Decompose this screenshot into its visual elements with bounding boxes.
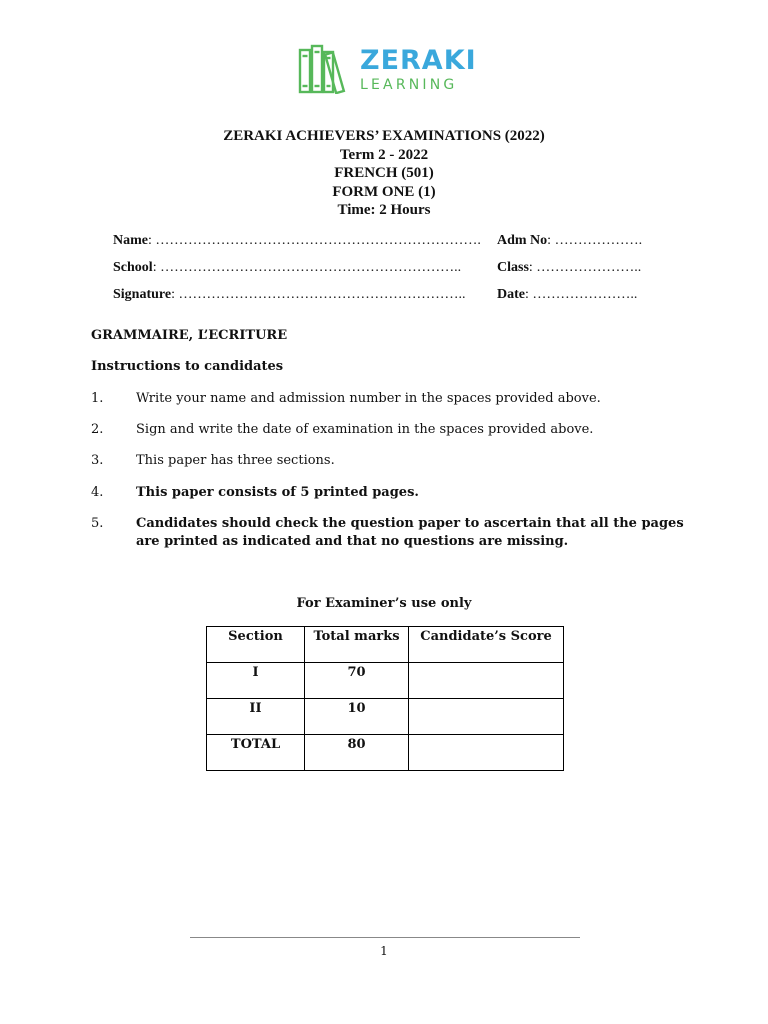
instruction-item [91,452,691,470]
signature-field[interactable]: …………………………………………………….. [178,287,466,302]
instruction-item [91,390,691,408]
column-header-candidate-score: Candidate’s Score [409,627,564,663]
column-header-total-marks: Total marks [305,627,409,663]
adm-label: Adm No [497,233,548,248]
logo-wordmark: ZERAKI [360,44,477,76]
date-label: Date [497,287,525,302]
examiner-score-table [206,626,564,771]
instructions-title: Instructions to candidates [91,359,284,374]
total-marks-cell: 10 [305,699,409,735]
signature-label: Signature [113,287,172,302]
class-label: Class [497,260,529,275]
exam-title: ZERAKI ACHIEVERS’ EXAMINATIONS (2022) [223,128,545,144]
footer-divider [190,937,580,938]
exam-term: Term 2 - 2022 [339,146,429,163]
table-row [207,663,564,699]
instruction-number: 1. [91,391,104,406]
exam-header [0,127,768,220]
page-number: 1 [380,944,388,958]
section-cell: TOTAL [207,735,305,771]
instruction-text: Sign and write the date of examination in the spaces provided above. [136,422,594,437]
instruction-item [91,421,691,439]
column-header-section: Section [207,627,305,663]
instruction-item [91,515,691,551]
books-icon [298,44,350,94]
date-field[interactable]: ………………….. [532,287,638,302]
school-label: School [113,260,153,275]
section-cell: I [207,663,305,699]
section-cell: II [207,699,305,735]
section-title: GRAMMAIRE, L’ECRITURE [91,328,288,343]
instruction-number: 3. [91,453,104,468]
school-row: School: ……………………………………………………….. Class: ………………….. [113,260,642,275]
instruction-text: This paper consists of 5 printed pages. [136,485,419,500]
table-header-row [207,627,564,663]
candidate-score-cell[interactable] [409,663,564,699]
class-field[interactable]: ………………….. [536,260,642,275]
exam-form: FORM ONE (1) [332,183,436,200]
name-field[interactable]: ……………………………………………………………. [155,233,481,248]
total-marks-cell: 70 [305,663,409,699]
school-field[interactable]: ……………………………………………………….. [160,260,462,275]
exam-subject: FRENCH (501) [334,165,434,181]
candidate-score-cell[interactable] [409,735,564,771]
adm-field[interactable]: ………………. [554,233,643,248]
name-label: Name [113,233,148,248]
instruction-item [91,484,691,502]
instruction-text: Candidates should check the question paper to ascertain that all the pages are printed as indicated and that no questions are missing. [136,516,684,549]
table-row [207,735,564,771]
exam-time: Time: 2 Hours [337,202,431,218]
total-marks-cell: 80 [305,735,409,771]
name-row: Name: ……………………………………………………………. Adm No: ………………. [113,233,643,248]
candidate-score-cell[interactable] [409,699,564,735]
table-row [207,699,564,735]
instruction-number: 2. [91,422,104,437]
logo-subtitle: LEARNING [360,76,458,93]
instruction-number: 5. [91,516,104,531]
instruction-text: This paper has three sections. [136,453,335,468]
zeraki-logo [298,44,477,94]
table-caption: For Examiner’s use only [296,596,472,611]
signature-row: Signature: …………………………………………………….. Date: ………………….. [113,287,638,302]
instruction-number: 4. [91,485,104,500]
instruction-text: Write your name and admission number in the spaces provided above. [136,391,601,406]
candidate-fields [113,233,642,314]
